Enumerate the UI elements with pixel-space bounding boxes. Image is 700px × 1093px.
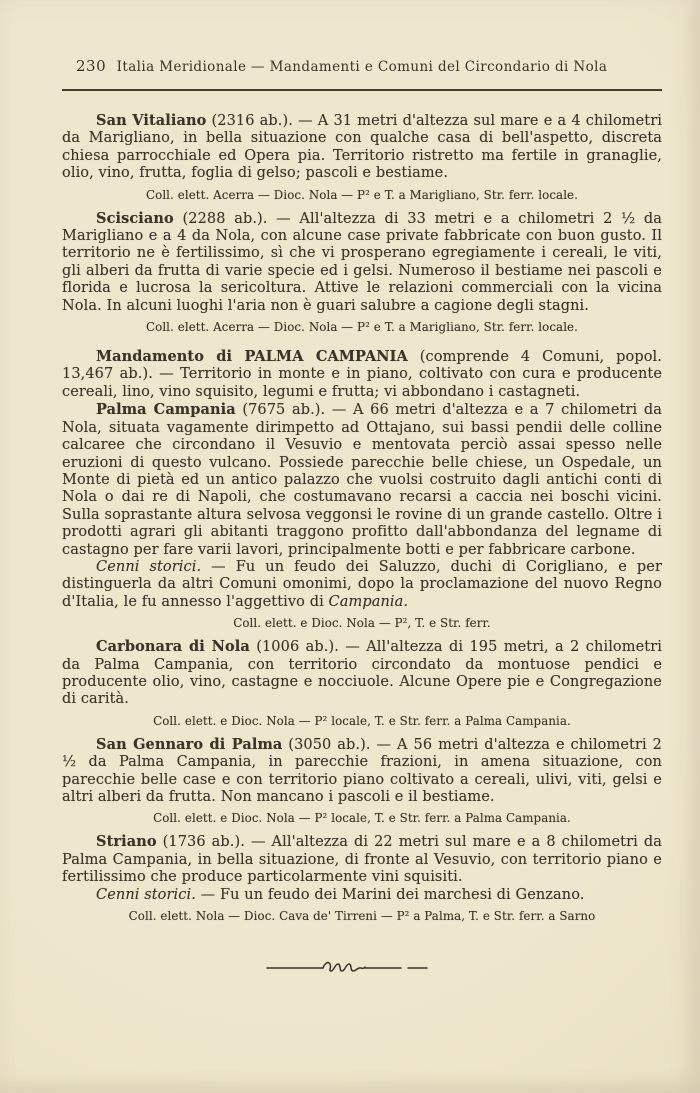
entry-striano bbox=[62, 833, 662, 886]
page-body bbox=[62, 112, 662, 923]
coll-note-san-vitaliano: Coll. elett. Acerra — Dioc. Nola — P² e T. a Marigliano, Str. ferr. locale. bbox=[145, 187, 578, 202]
cenni-storici-palma-campania bbox=[62, 559, 662, 611]
body-text: — Fu un feudo dei Marini dei marchesi di Genzano. bbox=[195, 886, 585, 903]
coll-note-carbonara: Coll. elett. e Dioc. Nola — P² locale, T. e Str. ferr. a Palma Campania. bbox=[153, 713, 571, 728]
entry-san-vitaliano bbox=[62, 112, 662, 183]
body-text: (7675 ab.). — A 66 metri d'altezza e a 7 chilometri da Nola, situata vagamente dirimpetto ad Ottajano, sui bassi pendii delle colline calcaree che circondano il Vesuvio e mentovata perciò assai spesso nelle eruzioni di questo vulcano. Possiede parecchie belle chiese, un Ospedale, un Monte di pietà ed un antico palazzo che vuolsi costruito dagli antichi conti di Nola o dai re di Napoli, che costumavano recarsi a caccia nei boschi vicini. Sulla soprastante altura selvosa veggonsi le rovine di un grande castello. Oltre i prodotti agrari gli abitanti traggono profitto dall'abbondanza del legname di castagno per fare varii lavori, principalmente botti e per fabbricare carbone. bbox=[62, 402, 662, 558]
entry-carbonara-di-nola bbox=[62, 638, 662, 709]
coll-note-scisciano: Coll. elett. Acerra — Dioc. Nola — P² e T. a Marigliano, Str. ferr. locale. bbox=[145, 320, 578, 335]
body-text: (2288 ab.). — All'altezza di 33 metri e a chilometri 2 ½ da Marigliano e a 4 da Nola, con alcune case private fabbricate con buon gusto. Il territorio ne è fertilissimo, sì che vi prosperano egregiamente i cereali, le viti, gli alberi da frutta di varie specie ed i gelsi. Numeroso il bestiame nei pascoli e florida e lucrosa la sericoltura. Attive le relazioni commerciali con la vicina Nola. In alcuni luoghi l'aria non è guari salubre a cagione degli stagni. bbox=[62, 210, 662, 314]
page-header bbox=[62, 0, 662, 78]
page-number: 230 bbox=[76, 57, 107, 75]
coll-note-striano: Coll. elett. Nola — Dioc. Cava de' Tirreni — P² a Palma, T. e Str. ferr. a Sarno bbox=[128, 909, 596, 924]
italic-text: Campania. bbox=[328, 593, 409, 610]
entry-name: Carbonara di Nola bbox=[96, 638, 250, 656]
entry-name: Mandamento di PALMA CAMPANIA bbox=[96, 348, 408, 366]
flourish-icon bbox=[265, 959, 435, 975]
entry-name: San Vitaliano bbox=[96, 112, 207, 129]
cenni-storici-striano bbox=[62, 887, 662, 904]
entry-name: Striano bbox=[96, 833, 157, 851]
body-text: (1736 ab.). — All'altezza di 22 metri sul mare e a 8 chilometri da Palma Campania, in bella situazione, di fronte al Vesuvio, con territorio piano e fertilissimo che produce particolarmente vini squisiti. bbox=[62, 834, 662, 886]
entry-name: San Gennaro di Palma bbox=[96, 735, 283, 753]
body-text: (comprende 4 Comuni, popol. 13,467 ab.). — Territorio in monte e in piano, coltivato con cura e producente cereali, lino, vino squisito, legumi e frutta; vi abbondano i castagneti. bbox=[62, 349, 662, 400]
coll-note-palma-campania: Coll. elett. e Dioc. Nola — P², T. e Str. ferr. bbox=[233, 616, 491, 631]
entry-palma-campania bbox=[62, 401, 662, 559]
italic-text: Cenni storici. bbox=[96, 886, 196, 903]
body-text: — Fu un feudo dei Saluzzo, duchi di Corigliano, e per distinguerla da altri Comuni omonimi, dopo la proclamazione del nuovo Regno d'Italia, le fu annesso l'aggettivo di bbox=[62, 558, 662, 610]
entry-name: Palma Campania bbox=[96, 401, 236, 419]
entry-mandamento-palma-campania bbox=[62, 348, 662, 401]
coll-note-san-gennaro: Coll. elett. e Dioc. Nola — P² locale, T. e Str. ferr. a Palma Campania. bbox=[153, 811, 571, 826]
body-text: (1006 ab.). — All'altezza di 195 metri, a 2 chilometri da Palma Campania, con territorio circondato da montuose pendici e producente olio, vino, castagne e nocciuole. Alcune Opere pie e Congregazione di carità. bbox=[62, 639, 662, 708]
italic-text: Cenni storici. bbox=[96, 558, 202, 575]
running-title: Italia Meridionale — Mandamenti e Comuni del Circondario di Nola bbox=[116, 59, 608, 75]
entry-san-gennaro-di-palma bbox=[62, 736, 662, 807]
body-text: (3050 ab.). — A 56 metri d'altezza e chilometri 2 ½ da Palma Campania, in parecchie frazioni, in amena situazione, con parecchie belle case e con territorio piano coltivato a cereali, ulivi, viti, gelsi e altri alberi da frutta. Non mancano i pascoli e il bestiame. bbox=[62, 736, 662, 805]
entry-name: Scisciano bbox=[96, 209, 174, 227]
header-rule bbox=[62, 89, 662, 91]
entry-scisciano bbox=[62, 210, 662, 315]
body-text: (2316 ab.). — A 31 metri d'altezza sul mare e a 4 chilometri da Marigliano, in bella situazione con qualche casa di bell'aspetto, discreta chiesa parrocchiale ed Opera pia. Territorio ristretto ma fertile in granaglie, olio, vino, frutta, foglia di gelso; pascoli e bestiame. bbox=[62, 113, 663, 182]
ornament-divider bbox=[0, 959, 700, 979]
